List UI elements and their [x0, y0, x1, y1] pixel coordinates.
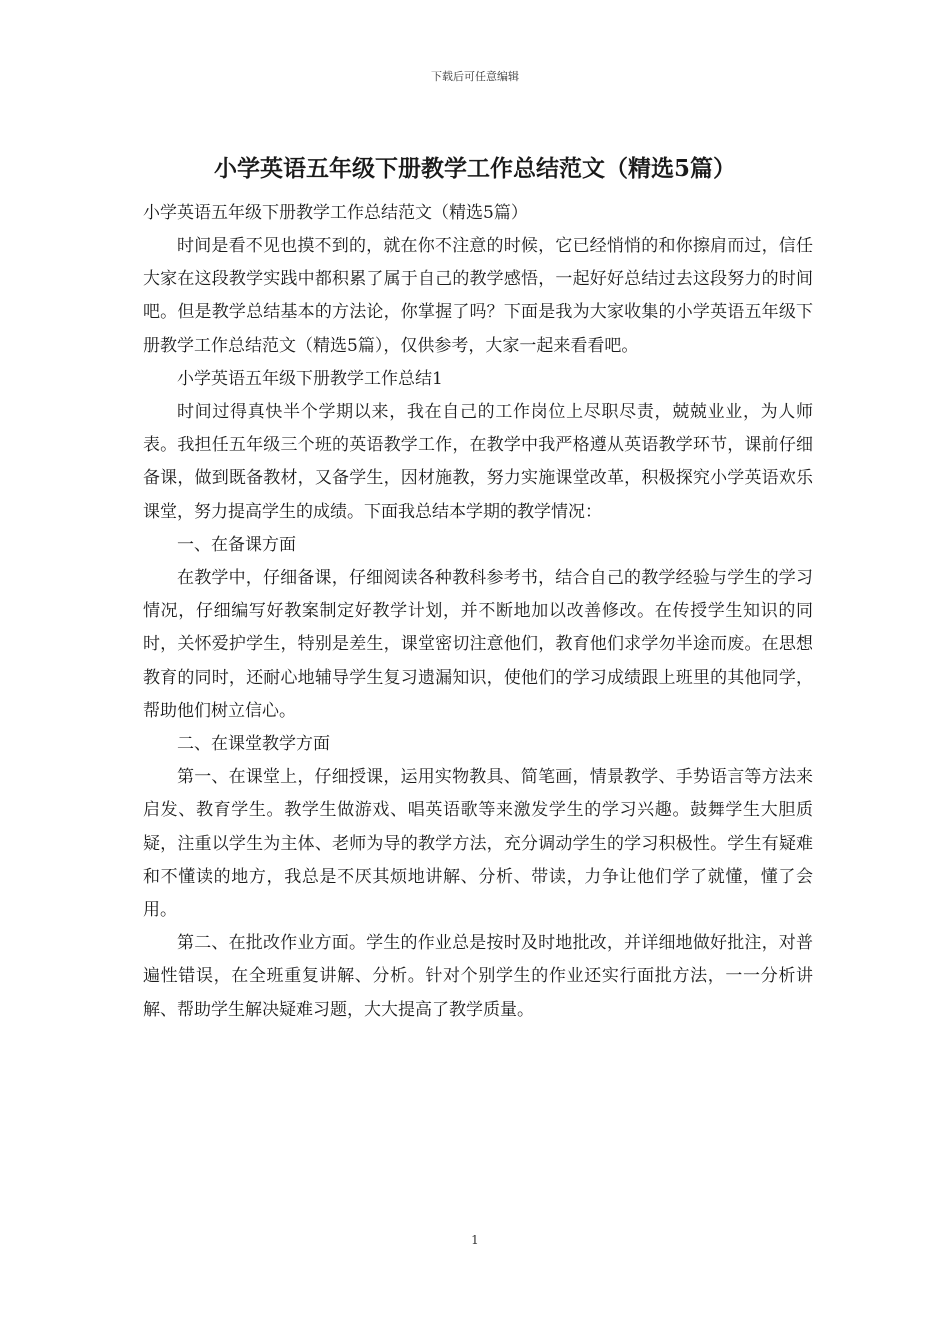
body-paragraph: 在教学中，仔细备课，仔细阅读各种教科参考书，结合自己的教学经验与学生的学习情况，仔细编写好教案制定好教学计划，并不断地加以改善修改。在传授学生知识的同时，关怀爱护学生，特别是差生，课堂密切注意他们，教育他们求学勿半途而废。在思想教育的同时，还耐心地辅导学生复习遗漏知识，使他们的学习成绩跟上班里的其他同学，帮助他们树立信心。 [143, 568, 813, 721]
subtitle-paragraph: 小学英语五年级下册教学工作总结范文（精选5篇） [143, 203, 528, 223]
document-body [143, 197, 813, 1027]
body-paragraph: 时间过得真快半个学期以来，我在自己的工作岗位上尽职尽责，兢兢业业，为人师表。我担任五年级三个班的英语教学工作，在教学中我严格遵从英语教学环节，课前仔细备课，做到既备教材，又备学生，因材施教，努力实施课堂改革，积极探究小学英语欢乐课堂，努力提高学生的成绩。下面我总结本学期的教学情况： [143, 402, 813, 522]
section-heading-lesson-prep: 一、在备课方面 [177, 534, 296, 555]
intro-paragraph: 时间是看不见也摸不到的，就在你不注意的时候，它已经悄悄的和你擦肩而过，信任大家在这段教学实践中都积累了属于自己的教学感悟，一起好好总结过去这段努力的时间吧。但是教学总结基本的方法论，你掌握了吗？下面是我为大家收集的小学英语五年级下册教学工作总结范文（精选5篇），仅供参考，大家一起来看看吧。 [143, 236, 813, 356]
document-title: 小学英语五年级下册教学工作总结范文（精选5篇） [213, 155, 736, 182]
section-heading-summary-1: 小学英语五年级下册教学工作总结1 [177, 368, 443, 389]
body-paragraph: 第一、在课堂上，仔细授课，运用实物教具、简笔画，情景教学、手势语言等方法来启发、教育学生。教学生做游戏、唱英语歌等来激发学生的学习兴趣。鼓舞学生大胆质疑，注重以学生为主体、老师为导的教学方法，充分调动学生的学习积极性。学生有疑难和不懂读的地方，我总是不厌其烦地讲解、分析、带读，力争让他们学了就懂，懂了会用。 [143, 767, 813, 921]
header-note: 下载后可任意编辑 [431, 70, 519, 83]
page-number: 1 [471, 1233, 479, 1247]
body-paragraph: 第二、在批改作业方面。学生的作业总是按时及时地批改，并详细地做好批注，对普遍性错误，在全班重复讲解、分析。针对个别学生的作业还实行面批方法，一一分析讲解、帮助学生解决疑难习题，大大提高了教学质量。 [143, 933, 813, 1020]
section-heading-classroom: 二、在课堂教学方面 [177, 734, 330, 755]
